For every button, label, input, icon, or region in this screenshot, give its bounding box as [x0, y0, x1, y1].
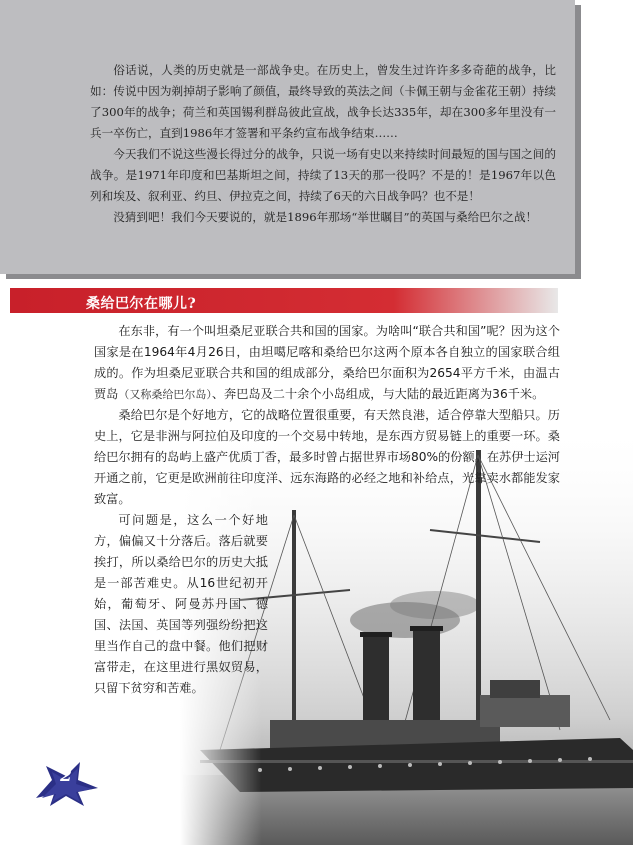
body-paragraph: 可问题是，这么一个好地方，偏偏又十分落后。落后就要挨打，所以桑给巴尔的历史大抵是一部苦难史。从16世纪初开始，葡萄牙、阿曼苏丹国、德国、法国、英国等列强纷纷把这里当作自己的盘中餐。他们把财富带走，在这里进行黑奴贸易，只留下贫穷和苦难。	[94, 513, 268, 695]
body-paragraph: 桑给巴尔是个好地方，它的战略位置很重要，有天然良港，适合停靠大型船只。历史上，它是非洲与阿拉伯及印度的一个交易中转地，是东西方贸易链上的重要一环。桑给巴尔拥有的岛屿上盛产优质丁香，最多时曾占据世界市场80%的份额。在苏伊士运河开通之前，它更是欧洲前往印度洋、远东海路的必经之地和补给点，光靠卖水都能发家致富。	[94, 408, 560, 506]
intro-paragraph: 今天我们不说这些漫长得过分的战争，只说一场有史以来持续时间最短的国与国之间的战争。是1971年印度和巴基斯坦之间，持续了13天的那一役吗？不是的！是1967年以色列和埃及、叙利亚、约旦、伊拉克之间，持续了6天的六日战争吗？也不是！	[90, 147, 556, 203]
body-paragraph	[94, 321, 560, 405]
body-text-segment: 、奔巴岛及二十余个小岛组成，与大陆的最近距离为36千米。	[211, 387, 545, 401]
intro-paragraph: 没猜到吧！我们今天要说的，就是1896年那场“举世瞩目”的英国与桑给巴尔之战！	[113, 210, 538, 224]
intro-text	[90, 60, 556, 228]
body-aside-note: （又称桑给巴尔岛）	[118, 388, 212, 401]
body-text	[94, 321, 560, 510]
body-text-narrow	[94, 510, 268, 699]
page-number: 2	[60, 766, 72, 786]
intro-paragraph: 俗话说，人类的历史就是一部战争史。在历史上，曾发生过许许多多奇葩的战争，比如：传说中因为剃掉胡子影响了颜值，最终导致的英法之间（卡佩王朝与金雀花王朝）持续了300年的战争；荷兰和英国锡利群岛彼此宣战，战争长达335年，却在300多年里没有一兵一卒伤亡，直到1986年才签署和平条约宣布战争结束……	[90, 63, 556, 140]
body-text-segment: 在东非，有一个叫坦桑尼亚联合共和国的国家。为啥叫“联合共和国”呢？因为这个国家是在1964年4月26日，由坦噶尼喀和桑给巴尔这两个原本各自独立的国家联合组成的。作为坦桑尼亚联合共和国的组成部分，桑给巴尔面积为2654平方千米，由温古贾岛	[94, 324, 560, 401]
section-title: 桑给巴尔在哪儿?	[86, 296, 197, 312]
